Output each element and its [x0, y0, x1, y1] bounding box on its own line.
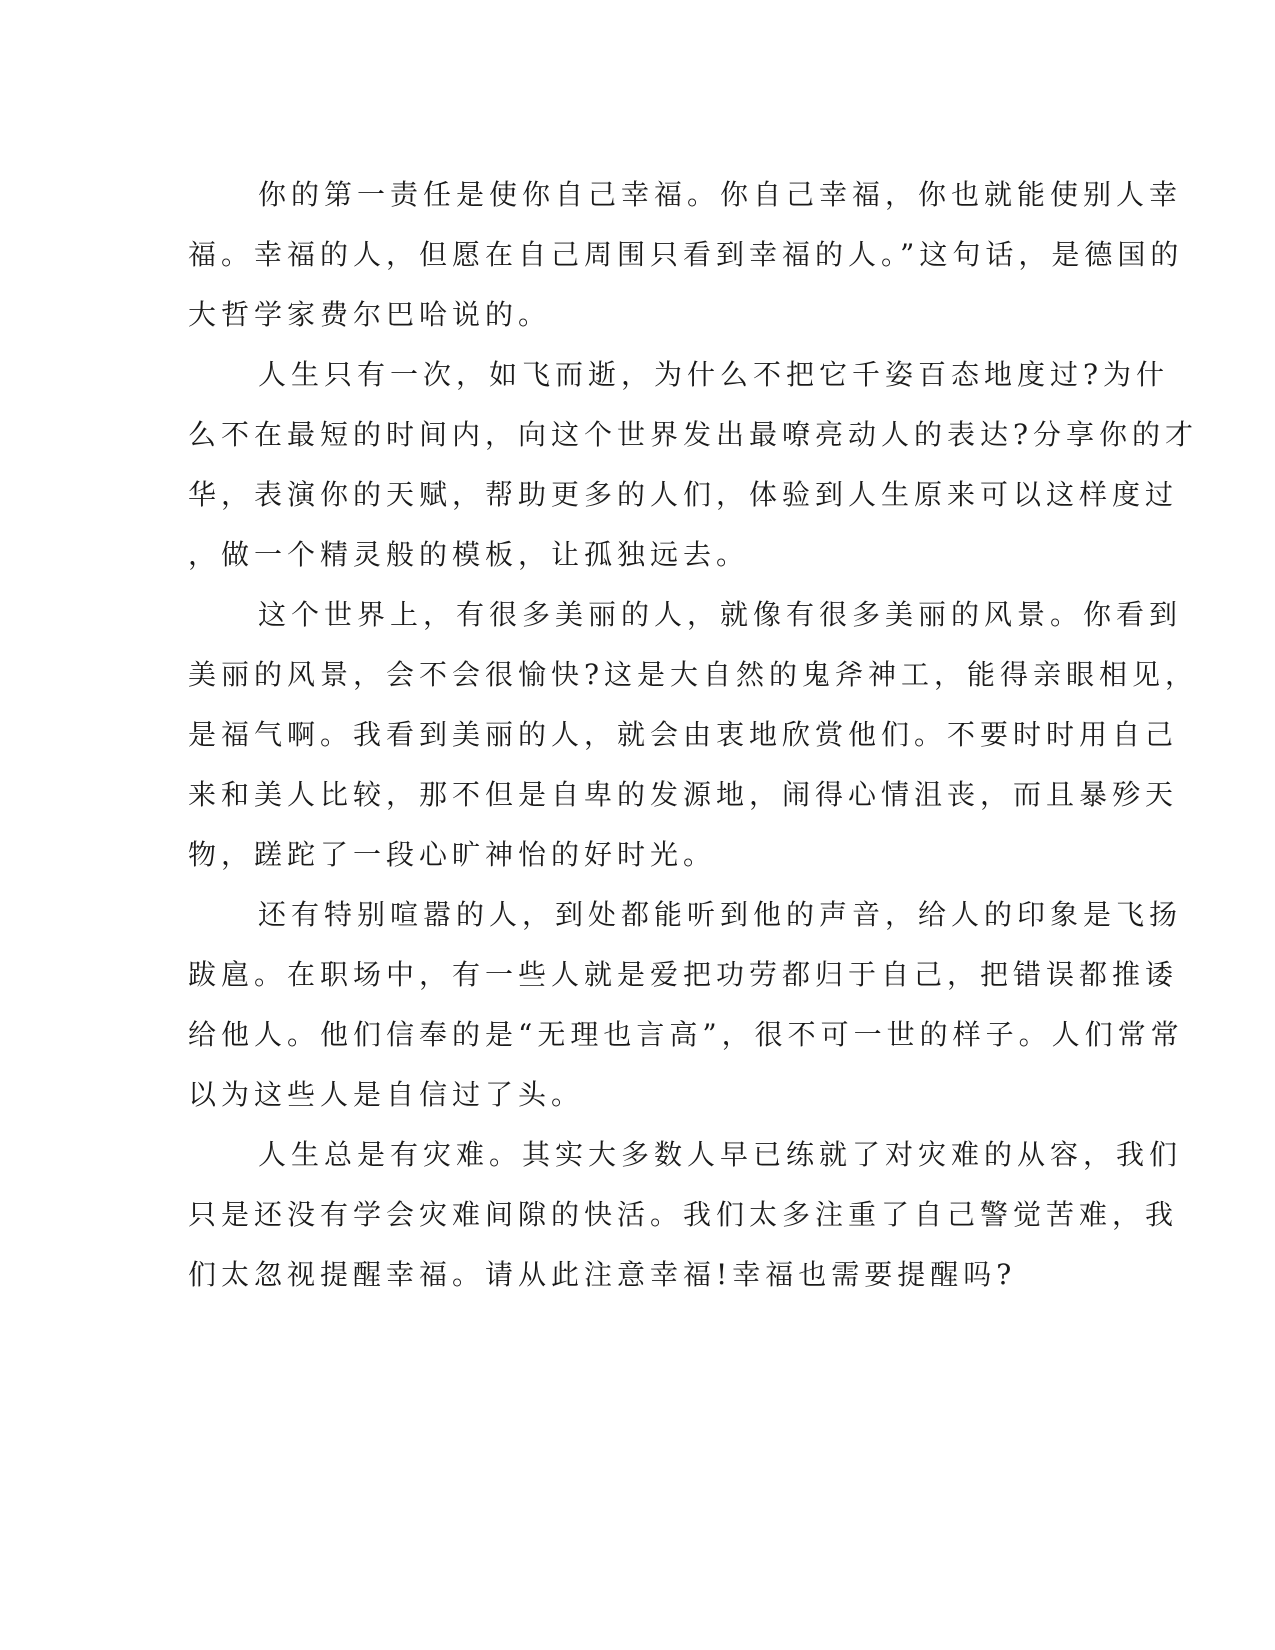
paragraph-line: 来和美人比较，那不但是自卑的发源地，闹得心情沮丧，而且暴殄天	[188, 778, 1179, 811]
paragraph-3	[188, 585, 1199, 885]
paragraph-5	[188, 1125, 1183, 1305]
paragraph-line: 们太忽视提醒幸福。请从此注意幸福!幸福也需要提醒吗?	[188, 1258, 1017, 1291]
paragraph-line: 跋扈。在职场中，有一些人就是爱把功劳都归于自己，把错误都推诿	[188, 958, 1179, 991]
paragraph-2	[188, 345, 1199, 585]
paragraph-line: 以为这些人是自信过了头。	[188, 1078, 585, 1111]
paragraph-1	[188, 165, 1184, 345]
paragraph-line: 你的第一责任是使你自己幸福。你自己幸福，你也就能使别人幸	[258, 178, 1183, 211]
paragraph-line: 物，蹉跎了一段心旷神怡的好时光。	[188, 838, 717, 871]
paragraph-line: 只是还没有学会灾难间隙的快活。我们太多注重了自己警觉苦难，我	[188, 1198, 1179, 1231]
paragraph-4	[188, 885, 1184, 1125]
paragraph-line: 人生只有一次，如飞而逝，为什么不把它千姿百态地度过?为什	[258, 358, 1170, 391]
paragraph-line: 还有特别喧嚣的人，到处都能听到他的声音，给人的印象是飞扬	[258, 898, 1183, 931]
paragraph-line: 福。幸福的人，但愿在自己周围只看到幸福的人。”这句话，是德国的	[188, 238, 1184, 271]
paragraph-line: 给他人。他们信奉的是“无理也言高”，很不可一世的样子。人们常常	[188, 1018, 1184, 1051]
paragraph-line: ，做一个精灵般的模板，让孤独远去。	[188, 538, 750, 571]
paragraph-line: 是福气啊。我看到美丽的人，就会由衷地欣赏他们。不要时时用自己	[188, 718, 1179, 751]
article-body	[188, 165, 1199, 1305]
paragraph-line: 华，表演你的天赋，帮助更多的人们，体验到人生原来可以这样度过	[188, 478, 1179, 511]
paragraph-line: 美丽的风景，会不会很愉快?这是大自然的鬼斧神工，能得亲眼相见，	[188, 658, 1199, 691]
paragraph-line: 么不在最短的时间内，向这个世界发出最嘹亮动人的表达?分享你的才	[188, 418, 1199, 451]
paragraph-line: 大哲学家费尔巴哈说的。	[188, 298, 552, 331]
paragraph-line: 人生总是有灾难。其实大多数人早已练就了对灾难的从容，我们	[258, 1138, 1183, 1171]
paragraph-line: 这个世界上，有很多美丽的人，就像有很多美丽的风景。你看到	[258, 598, 1183, 631]
